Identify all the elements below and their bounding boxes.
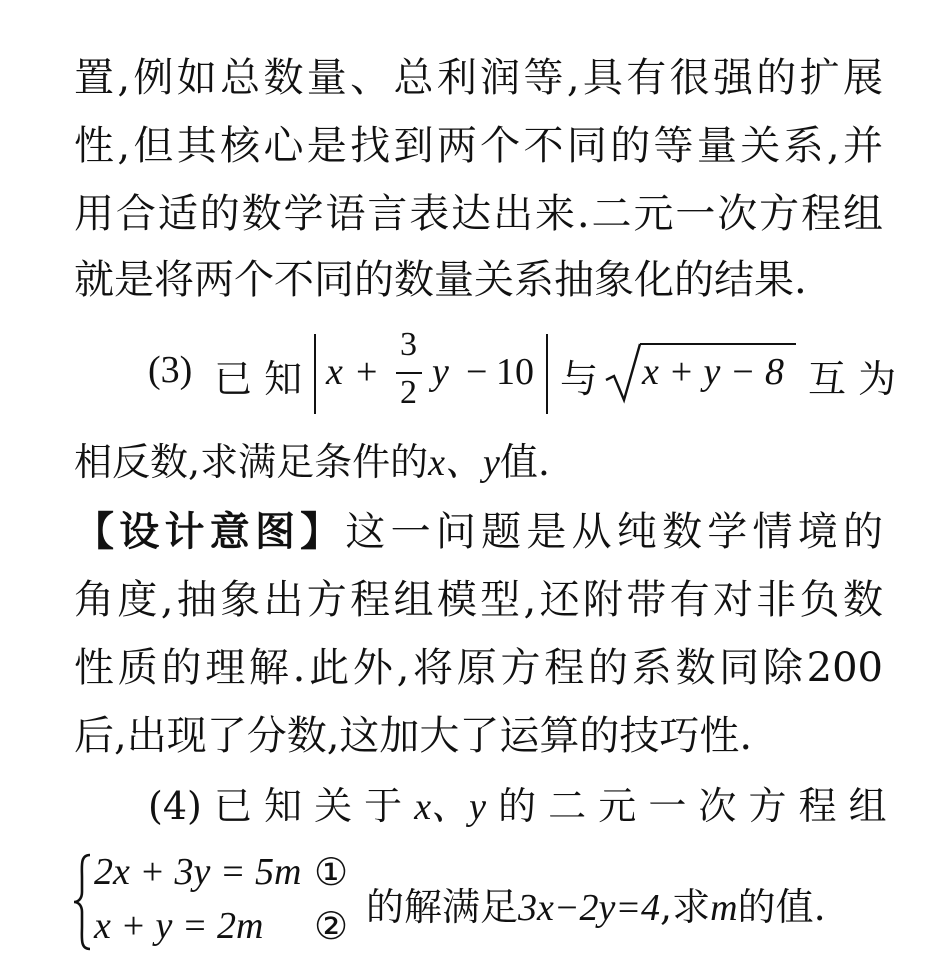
design-line3: 性质的理解.此外,将原方程的系数同除200 bbox=[74, 645, 883, 691]
condition-end: 的值. bbox=[737, 885, 826, 929]
design-label: 【设计意图】 bbox=[74, 508, 346, 555]
sqrt-vinculum bbox=[640, 343, 796, 345]
problem-4-intro-end: 的 二 元 一 次 方 程 组 bbox=[498, 784, 887, 828]
design-line4: 后,出现了分数,这加大了运算的技巧性. bbox=[74, 713, 753, 759]
problem-3-line2-text: 相反数,求满足条件的 bbox=[74, 440, 429, 484]
problem-3-label: (3) bbox=[148, 349, 193, 391]
problem-3-line2-xy: x、y bbox=[428, 442, 500, 484]
sqrt-sign-icon bbox=[604, 342, 644, 404]
condition-mid: ,求 bbox=[660, 885, 711, 929]
para1-line4: 就是将两个不同的数量关系抽象化的结果. bbox=[74, 257, 807, 303]
para1-line2: 性,但其核心是找到两个不同的等量关系,并 bbox=[74, 123, 883, 169]
problem-3-given: 已 知 bbox=[214, 357, 303, 401]
condition-pre: 的解满足 bbox=[366, 885, 519, 929]
problem-3-line2 bbox=[74, 438, 883, 487]
equation-2-mark: ② bbox=[314, 906, 349, 948]
problem-4-intro-text: (4) 已 知 关 于 bbox=[148, 784, 403, 828]
para1-line1: 置,例如总数量、总利润等,具有很强的扩展 bbox=[74, 55, 883, 101]
abs-bar-right bbox=[546, 334, 548, 414]
sqrt-content: x + y − 8 bbox=[642, 351, 785, 393]
design-line2: 角度,抽象出方程组模型,还附带有对非负数 bbox=[74, 577, 883, 623]
condition-m: m bbox=[710, 887, 738, 929]
condition-equation: 3x−2y=4 bbox=[518, 887, 661, 929]
equation-1-mark: ① bbox=[314, 852, 349, 894]
equation-1: 2x + 3y = 5m bbox=[94, 851, 302, 893]
abs-bar-left bbox=[314, 334, 316, 414]
equation-system bbox=[72, 852, 929, 952]
left-brace-icon bbox=[72, 852, 94, 952]
abs-y: y bbox=[432, 351, 449, 393]
abs-ten: 10 bbox=[496, 351, 534, 393]
abs-minus: − bbox=[466, 351, 488, 393]
problem-4-xy: x、y bbox=[414, 786, 486, 828]
problem-4-intro bbox=[148, 782, 887, 831]
frac-denominator: 2 bbox=[400, 374, 417, 411]
frac-numerator: 3 bbox=[400, 326, 417, 363]
abs-plus: + bbox=[356, 351, 378, 393]
design-line1 bbox=[74, 508, 883, 556]
condition-text bbox=[366, 876, 826, 931]
para1-line3: 用合适的数学语言表达出来.二元一次方程组 bbox=[74, 191, 883, 237]
equation-2: x + y = 2m bbox=[94, 905, 264, 947]
problem-3-mutual: 互 为 bbox=[808, 357, 897, 401]
abs-x: x bbox=[326, 351, 343, 393]
design-line1-text: 这一问题是从纯数学情境的 bbox=[345, 509, 884, 555]
problem-3-line2-end: 值. bbox=[499, 440, 550, 484]
problem-3-yu: 与 bbox=[560, 357, 599, 401]
